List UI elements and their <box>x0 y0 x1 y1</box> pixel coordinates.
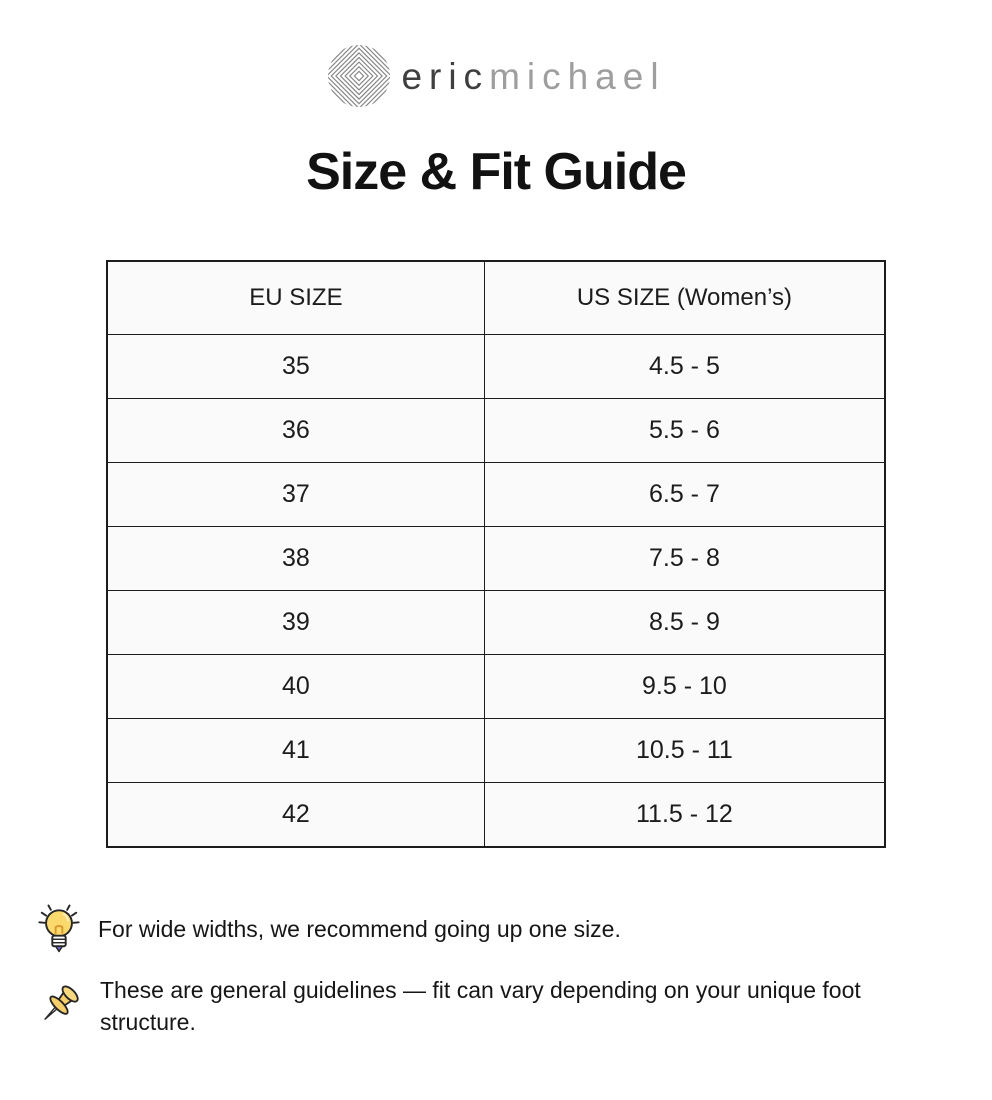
eu-size-cell: 41 <box>107 719 484 783</box>
us-size-cell: 6.5 - 7 <box>484 463 885 527</box>
table-row <box>107 463 885 527</box>
us-size-cell: 11.5 - 12 <box>484 783 885 848</box>
table-row <box>107 719 885 783</box>
us-size-cell: 9.5 - 10 <box>484 655 885 719</box>
table-row <box>107 783 885 848</box>
us-size-cell: 10.5 - 11 <box>484 719 885 783</box>
note-text: For wide widths, we recommend going up one size. <box>98 915 621 942</box>
note-text: These are general guidelines — fit can vary depending on your unique foot structure. <box>100 977 861 1036</box>
diamond-pattern-icon <box>326 42 392 110</box>
eu-size-cell: 42 <box>107 783 484 848</box>
table-row <box>107 335 885 399</box>
column-header-us-size: US SIZE (Women’s) <box>484 261 885 335</box>
footer-notes <box>36 902 962 1038</box>
note-wide-widths <box>36 902 962 956</box>
us-size-cell: 4.5 - 5 <box>484 335 885 399</box>
brand-name-first: eric <box>401 55 490 97</box>
eu-size-cell: 39 <box>107 591 484 655</box>
table-row <box>107 655 885 719</box>
table-row <box>107 399 885 463</box>
brand-name-second: michael <box>489 55 666 97</box>
brand-name <box>401 55 666 97</box>
size-conversion-table <box>106 260 886 848</box>
table-body <box>107 335 885 848</box>
eu-size-cell: 40 <box>107 655 484 719</box>
pushpin-icon <box>36 981 84 1031</box>
us-size-cell: 7.5 - 8 <box>484 527 885 591</box>
column-header-eu-size: EU SIZE <box>107 261 484 335</box>
table-header <box>107 261 885 335</box>
eu-size-cell: 38 <box>107 527 484 591</box>
table-header-row <box>107 261 885 335</box>
eu-size-cell: 36 <box>107 399 484 463</box>
brand-logo <box>0 0 992 110</box>
eu-size-cell: 35 <box>107 335 484 399</box>
us-size-cell: 8.5 - 9 <box>484 591 885 655</box>
eu-size-cell: 37 <box>107 463 484 527</box>
table-row <box>107 591 885 655</box>
note-general-guidelines <box>36 974 962 1038</box>
table-row <box>107 527 885 591</box>
us-size-cell: 5.5 - 6 <box>484 399 885 463</box>
lightbulb-icon <box>36 902 82 956</box>
page-title: Size & Fit Guide <box>306 143 686 201</box>
